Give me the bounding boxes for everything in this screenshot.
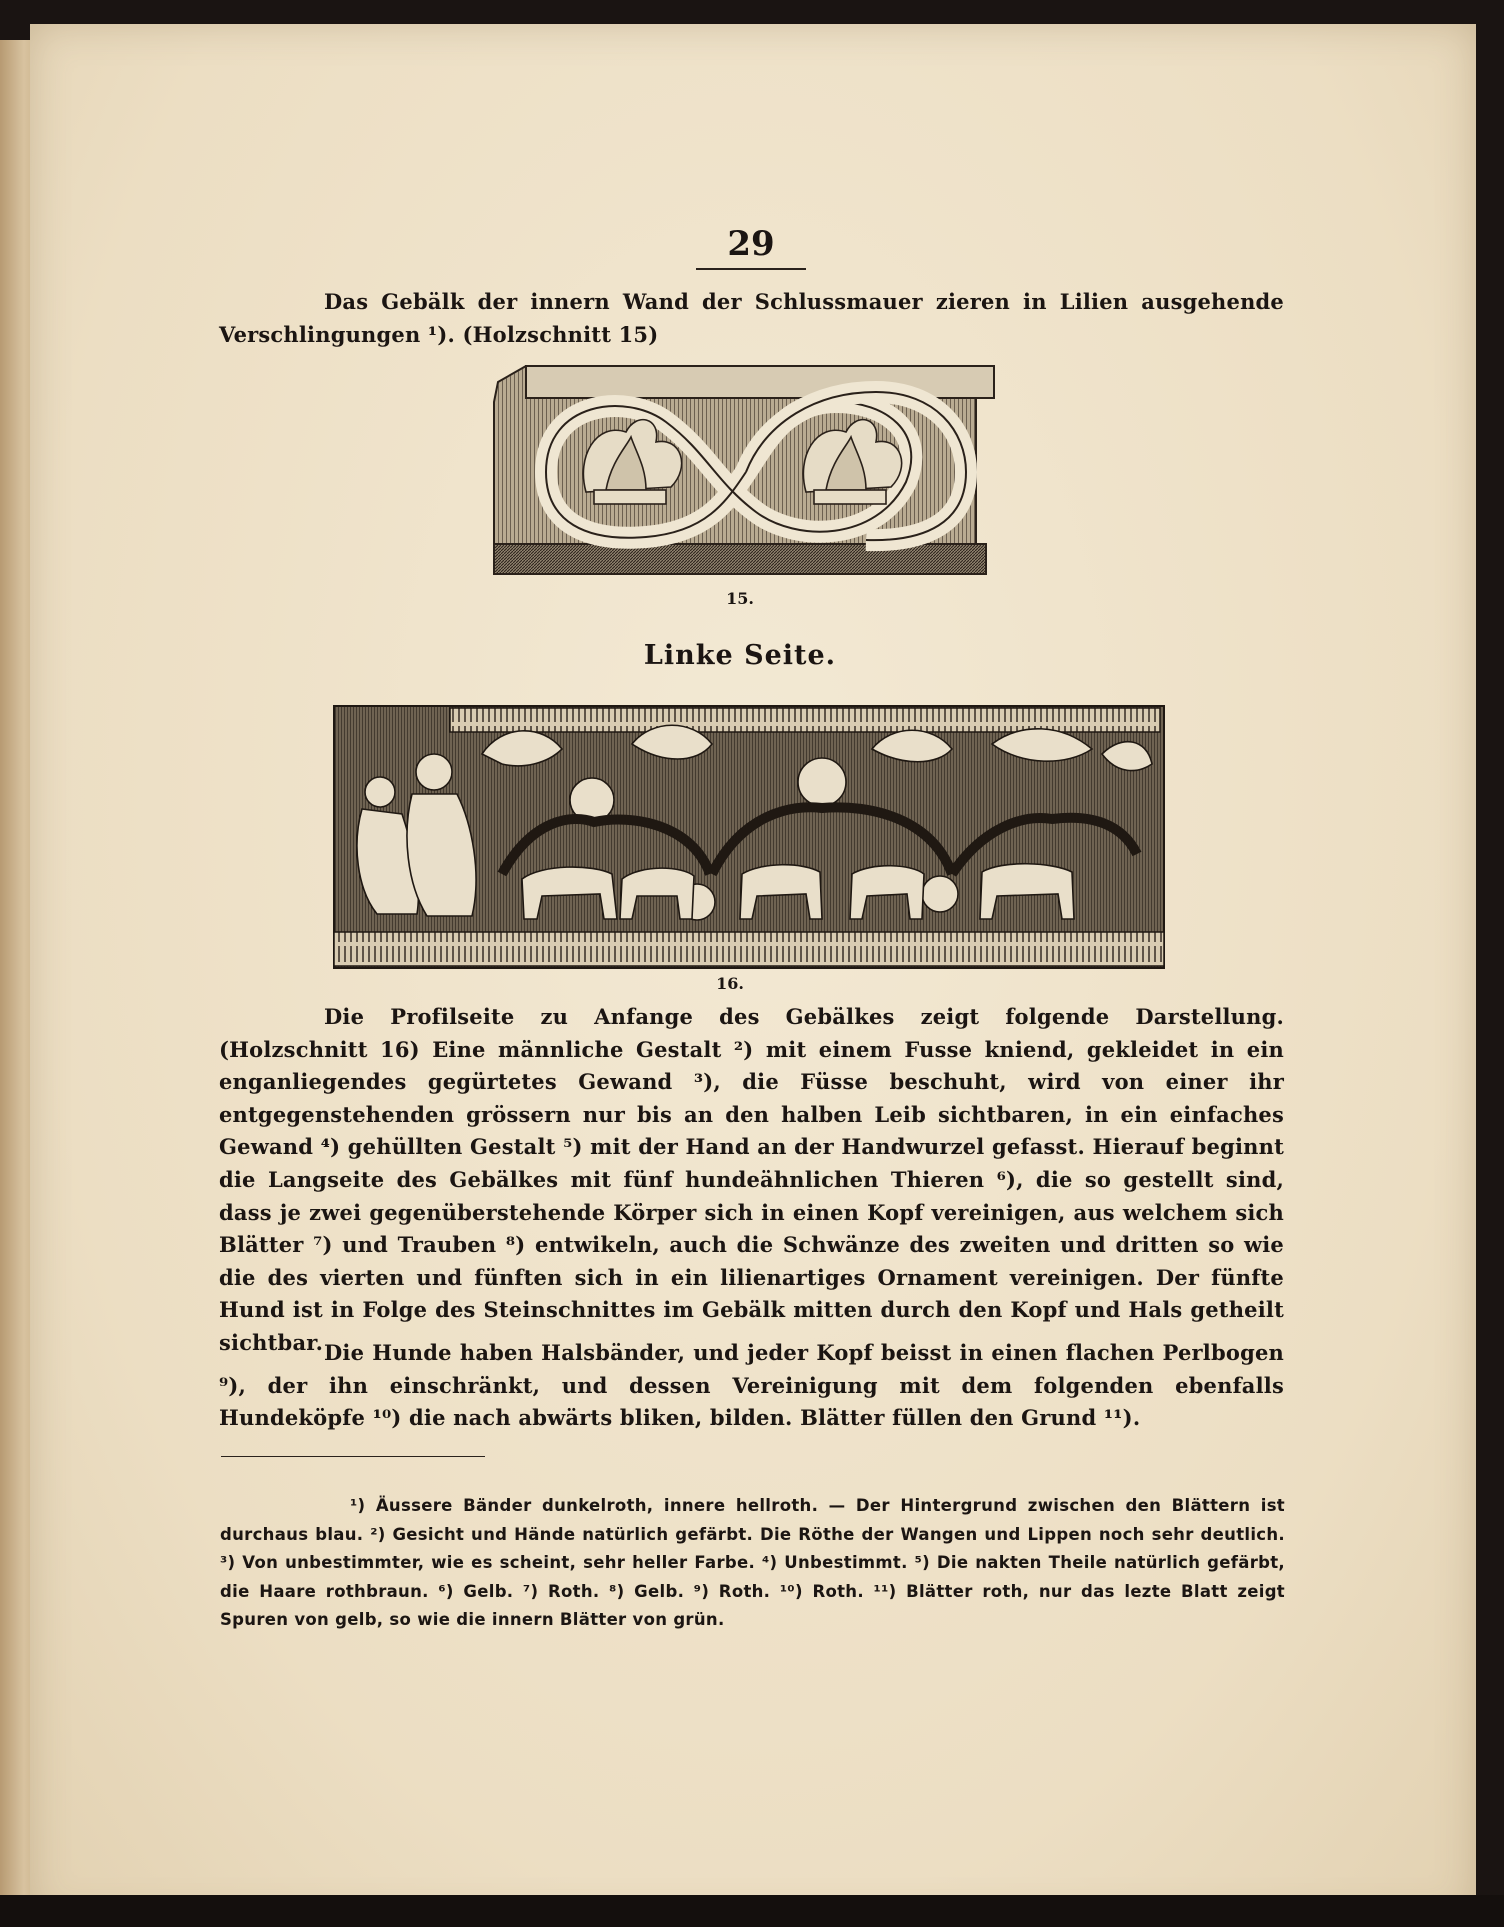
footnote-rule	[221, 1456, 485, 1457]
figure-15-number: 15.	[726, 589, 754, 608]
woodcut-figure-16	[332, 704, 1166, 970]
page-number-rule	[696, 268, 806, 270]
woodcut-figure-15	[486, 362, 1008, 582]
page-number: 29	[727, 224, 775, 264]
book-page	[30, 24, 1476, 1919]
paragraph-1	[219, 286, 1284, 351]
paragraph-3	[219, 1337, 1284, 1435]
footnotes	[220, 1492, 1285, 1635]
section-heading: Linke Seite.	[643, 640, 837, 671]
paragraph-2-text: Die Profilseite zu Anfange des Gebälkes zeigt folgende Darstellung. (Holzschnitt 16) Eine männliche Gestalt ²) mit einem Fusse kniend, gekleidet in ein enganliegendes gegürtetes Gewand ³), die Füsse beschuht, wird von einer ihr entgegenstehenden grössern nur bis an den halben Leib sichtbaren, in ein einfaches Gewand ⁴) gehüllten Gestalt ⁵) mit der Hand an der Handwurzel gefasst. Hierauf beginnt die Langseite des Gebälkes mit fünf hundeähnlichen Thieren ⁶), die so gestellt sind, dass je zwei gegenüberstehende Körper sich in einen Kopf vereinigen, aus welchem sich Blätter ⁷) und Trauben ⁸) entwikeln, auch die Schwänze des zweiten und dritten so wie die des vierten und fünften sich in ein lilienartiges Ornament vereinigen. Der fünfte Hund ist in Folge des Steinschnittes im Gebälk mitten durch den Kopf und Hals getheilt sichtbar.	[219, 1004, 1284, 1355]
paragraph-2	[219, 1001, 1284, 1360]
paragraph-1-text: Das Gebälk der innern Wand der Schlussmauer zieren in Lilien ausgehende Verschlingungen ¹). (Holzschnitt 15)	[219, 289, 1284, 347]
paragraph-3-text: Die Hunde haben Halsbänder, und jeder Kopf beisst in einen flachen Perlbogen ⁹), der ihn einschränkt, und dessen Vereinigung mit dem folgenden ebenfalls Hundeköpfe ¹⁰) die nach abwärts bliken, bilden. Blätter füllen den Grund ¹¹).	[219, 1340, 1284, 1431]
scan-bottom-edge	[0, 1895, 1504, 1927]
figure-16-number: 16.	[716, 974, 744, 993]
footnotes-text: ¹) Äussere Bänder dunkelroth, innere hellroth. — Der Hintergrund zwischen den Blättern ist durchaus blau. ²) Gesicht und Hände natürlich gefärbt. Die Röthe der Wangen und Lippen noch sehr deutlich. ³) Von unbestimmter, wie es scheint, sehr heller Farbe. ⁴) Unbestimmt. ⁵) Die nakten Theile natürlich gefärbt, die Haare rothbraun. ⁶) Gelb. ⁷) Roth. ⁸) Gelb. ⁹) Roth. ¹⁰) Roth. ¹¹) Blätter roth, nur das lezte Blatt zeigt Spuren von gelb, so wie die innern Blätter von grün.	[220, 1496, 1285, 1630]
